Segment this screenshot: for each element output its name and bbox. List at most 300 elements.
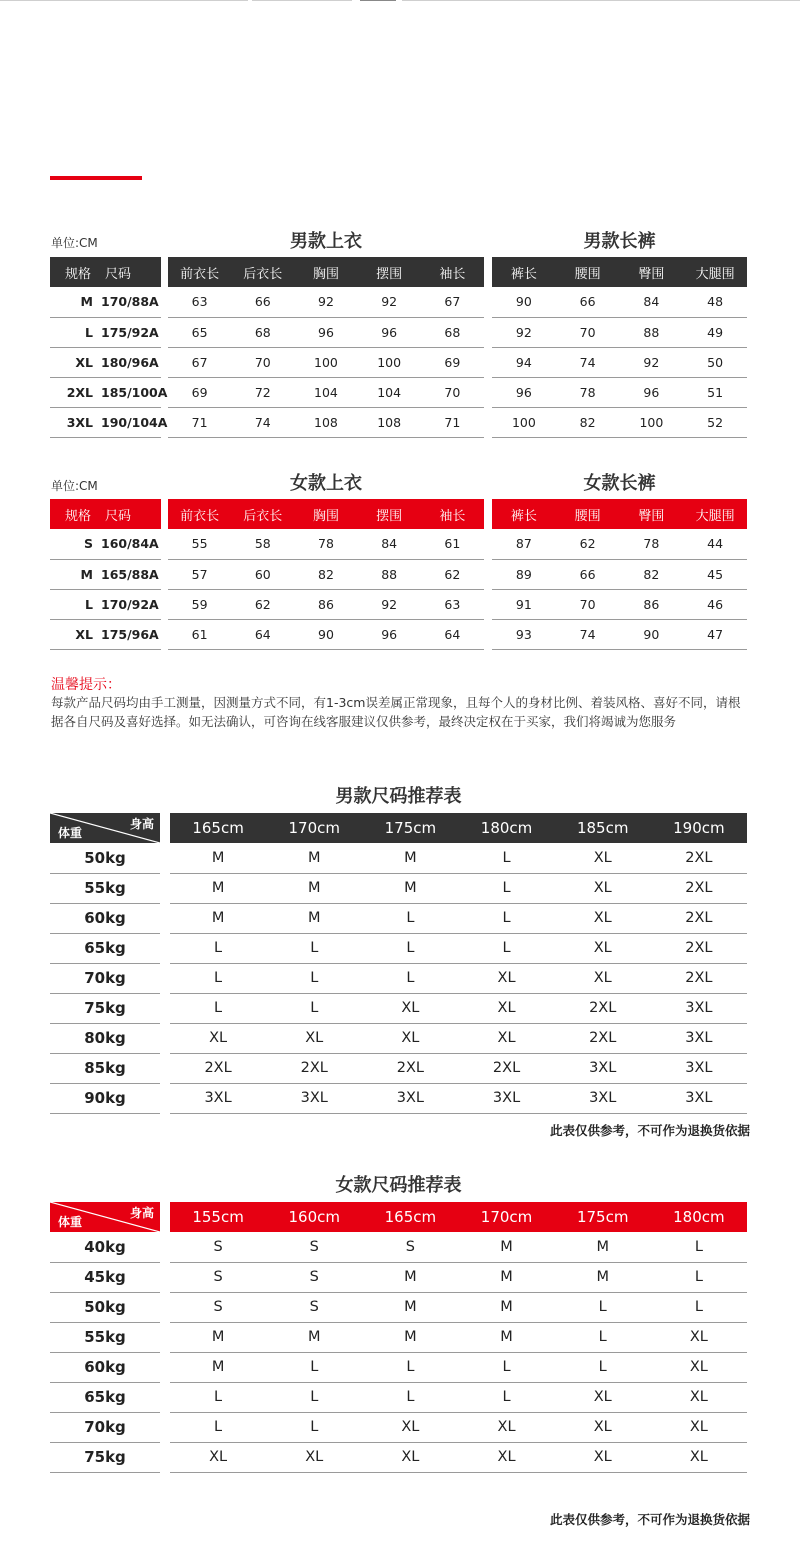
measure-cell: 55	[168, 529, 231, 559]
measure-cell: 100	[620, 407, 684, 437]
column-header: 大腿围	[683, 257, 747, 287]
size-recommendation-cell: XL	[362, 1412, 458, 1442]
spec-cell: M	[50, 287, 97, 317]
size-recommendation-cell: M	[170, 903, 266, 933]
size-recommendation-cell: 3XL	[170, 1083, 266, 1113]
measure-cell: 74	[556, 619, 620, 649]
size-recommendation-cell: L	[266, 963, 362, 993]
men-top-table	[168, 257, 484, 438]
table-row	[170, 903, 747, 933]
table-row	[170, 933, 747, 963]
column-header: 胸围	[294, 499, 357, 529]
size-cell: 170/88A	[97, 287, 161, 317]
size-recommendation-cell: L	[458, 933, 554, 963]
measure-cell: 70	[556, 589, 620, 619]
size-recommendation-cell: XL	[266, 1442, 362, 1472]
column-header: 腰围	[556, 257, 620, 287]
weight-cell: 65kg	[50, 933, 160, 963]
size-recommendation-cell: 3XL	[651, 1083, 747, 1113]
size-recommendation-cell: S	[170, 1232, 266, 1262]
size-recommendation-cell: L	[362, 933, 458, 963]
measure-cell: 64	[231, 619, 294, 649]
table-row	[170, 1442, 747, 1472]
table-row	[170, 1083, 747, 1113]
weight-cell: 75kg	[50, 1442, 160, 1472]
unit-label: 单位:CM	[51, 479, 98, 493]
measure-cell: 57	[168, 559, 231, 589]
women-rec-table	[170, 1202, 747, 1473]
size-recommendation-cell: L	[458, 1352, 554, 1382]
measure-cell: 92	[620, 347, 684, 377]
size-recommendation-cell: 2XL	[651, 903, 747, 933]
size-recommendation-cell: XL	[362, 1442, 458, 1472]
measure-cell: 96	[620, 377, 684, 407]
measure-cell: 58	[231, 529, 294, 559]
table-row	[50, 1322, 160, 1352]
weight-cell: 70kg	[50, 1412, 160, 1442]
size-recommendation-cell: XL	[458, 1412, 554, 1442]
size-recommendation-cell: M	[458, 1322, 554, 1352]
size-recommendation-cell: 3XL	[555, 1053, 651, 1083]
measure-cell: 82	[556, 407, 620, 437]
size-recommendation-cell: M	[362, 1262, 458, 1292]
measure-cell: 69	[168, 377, 231, 407]
table-row	[168, 619, 484, 649]
column-header: 胸围	[294, 257, 357, 287]
size-recommendation-cell: L	[555, 1292, 651, 1322]
measure-cell: 84	[358, 529, 421, 559]
size-recommendation-cell: 3XL	[362, 1083, 458, 1113]
size-recommendation-cell: M	[458, 1292, 554, 1322]
men-rec-note: 此表仅供参考，不可作为退换货依据	[549, 1123, 750, 1138]
measure-cell: 72	[231, 377, 294, 407]
unit-label: 单位:CM	[51, 236, 98, 250]
size-recommendation-cell: XL	[458, 1442, 554, 1472]
measure-cell: 100	[294, 347, 357, 377]
table-row	[50, 1412, 160, 1442]
height-header: 160cm	[266, 1202, 362, 1232]
size-recommendation-cell: 2XL	[555, 1023, 651, 1053]
measure-cell: 92	[358, 287, 421, 317]
column-header: 臀围	[620, 499, 684, 529]
measure-cell: 62	[231, 589, 294, 619]
table-row	[170, 1322, 747, 1352]
size-recommendation-cell: M	[266, 1322, 362, 1352]
size-recommendation-cell: M	[362, 1292, 458, 1322]
size-recommendation-cell: 2XL	[170, 1053, 266, 1083]
measure-cell: 108	[294, 407, 357, 437]
table-row	[168, 347, 484, 377]
size-recommendation-cell: 3XL	[266, 1083, 362, 1113]
table-row	[50, 559, 161, 589]
table-row	[170, 963, 747, 993]
measure-cell: 59	[168, 589, 231, 619]
table-row	[170, 993, 747, 1023]
size-recommendation-cell: L	[266, 1352, 362, 1382]
men-pants-title: 男款长裤	[583, 231, 656, 252]
measure-cell: 61	[421, 529, 484, 559]
table-row	[168, 529, 484, 559]
women-top-title: 女款上衣	[290, 473, 362, 494]
table-row	[168, 287, 484, 317]
size-recommendation-cell: L	[458, 1382, 554, 1412]
size-recommendation-cell: XL	[170, 1442, 266, 1472]
column-header: 裤长	[492, 257, 556, 287]
size-recommendation-cell: L	[170, 993, 266, 1023]
measure-cell: 82	[294, 559, 357, 589]
men-top-title: 男款上衣	[290, 231, 362, 252]
size-recommendation-cell: 3XL	[651, 993, 747, 1023]
size-recommendation-cell: L	[362, 1382, 458, 1412]
size-recommendation-cell: S	[170, 1292, 266, 1322]
corner-weight-label: 体重	[58, 1215, 83, 1229]
size-recommendation-cell: L	[458, 873, 554, 903]
men-spec-table	[50, 257, 168, 438]
weight-cell: 60kg	[50, 903, 160, 933]
measure-cell: 90	[492, 287, 556, 317]
size-recommendation-cell: 2XL	[651, 933, 747, 963]
table-row	[50, 377, 161, 407]
column-header: 袖长	[421, 257, 484, 287]
measure-cell: 66	[231, 287, 294, 317]
size-recommendation-cell: 3XL	[458, 1083, 554, 1113]
table-row	[50, 1083, 160, 1113]
table-row	[170, 1232, 747, 1262]
size-recommendation-cell: M	[362, 1322, 458, 1352]
measure-cell: 63	[168, 287, 231, 317]
table-row	[50, 1262, 160, 1292]
measure-cell: 92	[294, 287, 357, 317]
size-recommendation-cell: L	[555, 1322, 651, 1352]
size-recommendation-cell: 3XL	[651, 1053, 747, 1083]
size-recommendation-cell: L	[651, 1292, 747, 1322]
women-top-table	[168, 499, 484, 650]
size-recommendation-cell: XL	[651, 1322, 747, 1352]
table-row	[50, 933, 160, 963]
table-row	[170, 1352, 747, 1382]
size-recommendation-cell: 2XL	[555, 993, 651, 1023]
size-recommendation-cell: XL	[555, 1442, 651, 1472]
size-recommendation-cell: M	[170, 843, 266, 873]
tips-text: 每款产品尺码均由手工测量，因测量方式不同，有1-3cm误差属正常现象，且每个人的身材比例、着装风格、喜好不同，请根据各自尺码及喜好选择。如无法确认，可咨询在线客服建议仅供参考，最终决定权在于买家，我们将竭诚为您服务	[51, 695, 741, 729]
table-row	[492, 619, 747, 649]
size-recommendation-cell: 2XL	[651, 843, 747, 873]
measure-cell: 82	[620, 559, 684, 589]
column-header: 裤长	[492, 499, 556, 529]
measure-cell: 67	[168, 347, 231, 377]
measure-cell: 48	[683, 287, 747, 317]
size-recommendation-cell: L	[458, 843, 554, 873]
measure-cell: 70	[556, 317, 620, 347]
measure-cell: 91	[492, 589, 556, 619]
measure-cell: 93	[492, 619, 556, 649]
table-row	[50, 589, 161, 619]
spec-cell: 2XL	[50, 377, 97, 407]
measure-cell: 86	[294, 589, 357, 619]
size-recommendation-cell: L	[651, 1232, 747, 1262]
header-spec: 规格	[50, 499, 97, 529]
size-recommendation-cell: L	[458, 903, 554, 933]
height-header: 170cm	[458, 1202, 554, 1232]
table-row	[50, 873, 160, 903]
women-pants-table	[492, 499, 747, 650]
size-recommendation-cell: 2XL	[651, 963, 747, 993]
column-header: 前衣长	[168, 257, 231, 287]
size-recommendation-cell: XL	[458, 1023, 554, 1053]
table-row	[170, 1382, 747, 1412]
measure-cell: 66	[556, 287, 620, 317]
measure-cell: 96	[294, 317, 357, 347]
size-recommendation-cell: M	[266, 843, 362, 873]
table-row	[170, 1023, 747, 1053]
measure-cell: 90	[620, 619, 684, 649]
table-row	[492, 287, 747, 317]
table-row	[50, 1232, 160, 1262]
top-divider-lines	[0, 0, 800, 2]
measure-cell: 65	[168, 317, 231, 347]
measure-cell: 70	[231, 347, 294, 377]
table-row	[50, 347, 161, 377]
size-recommendation-cell: XL	[362, 1023, 458, 1053]
column-header: 前衣长	[168, 499, 231, 529]
men-rec-title: 男款尺码推荐表	[335, 786, 462, 807]
women-weight-column	[50, 1232, 160, 1473]
table-row	[50, 903, 160, 933]
size-recommendation-cell: S	[362, 1232, 458, 1262]
weight-cell: 55kg	[50, 873, 160, 903]
measure-cell: 68	[231, 317, 294, 347]
size-recommendation-cell: L	[266, 1382, 362, 1412]
size-recommendation-cell: XL	[555, 963, 651, 993]
weight-cell: 50kg	[50, 1292, 160, 1322]
size-recommendation-cell: L	[170, 963, 266, 993]
height-header: 190cm	[651, 813, 747, 843]
measure-cell: 67	[421, 287, 484, 317]
size-cell: 170/92A	[97, 589, 161, 619]
size-cell: 180/96A	[97, 347, 161, 377]
table-row	[492, 559, 747, 589]
spec-cell: XL	[50, 619, 97, 649]
table-row	[50, 1352, 160, 1382]
weight-cell: 75kg	[50, 993, 160, 1023]
size-recommendation-cell: XL	[458, 963, 554, 993]
measure-cell: 88	[358, 559, 421, 589]
spec-cell: XL	[50, 347, 97, 377]
measure-cell: 86	[620, 589, 684, 619]
measure-cell: 78	[556, 377, 620, 407]
size-recommendation-cell: XL	[651, 1352, 747, 1382]
size-recommendation-cell: 3XL	[651, 1023, 747, 1053]
measure-cell: 78	[294, 529, 357, 559]
size-recommendation-cell: M	[458, 1232, 554, 1262]
measure-cell: 104	[294, 377, 357, 407]
size-cell: 175/96A	[97, 619, 161, 649]
spec-cell: L	[50, 589, 97, 619]
table-row	[492, 377, 747, 407]
size-recommendation-cell: XL	[458, 993, 554, 1023]
size-cell: 160/84A	[97, 529, 161, 559]
measure-cell: 47	[683, 619, 747, 649]
column-header: 后衣长	[231, 257, 294, 287]
size-recommendation-cell: XL	[362, 993, 458, 1023]
table-row	[168, 377, 484, 407]
size-recommendation-cell: M	[555, 1232, 651, 1262]
measure-cell: 69	[421, 347, 484, 377]
weight-cell: 60kg	[50, 1352, 160, 1382]
table-row	[492, 407, 747, 437]
table-row	[50, 1382, 160, 1412]
measure-cell: 60	[231, 559, 294, 589]
size-recommendation-cell: L	[266, 933, 362, 963]
table-row	[50, 1053, 160, 1083]
table-row	[170, 843, 747, 873]
measure-cell: 104	[358, 377, 421, 407]
corner-height-label: 身高	[129, 817, 154, 831]
table-row	[168, 407, 484, 437]
size-recommendation-cell: S	[266, 1292, 362, 1322]
size-recommendation-cell: M	[555, 1262, 651, 1292]
weight-cell: 55kg	[50, 1322, 160, 1352]
women-rec-title: 女款尺码推荐表	[335, 1175, 462, 1196]
size-recommendation-cell: L	[170, 1382, 266, 1412]
height-header: 165cm	[170, 813, 266, 843]
table-row	[50, 1442, 160, 1472]
size-recommendation-cell: XL	[555, 903, 651, 933]
size-recommendation-cell: M	[266, 903, 362, 933]
size-cell: 185/100A	[97, 377, 161, 407]
size-recommendation-cell: XL	[555, 873, 651, 903]
table-row	[50, 993, 160, 1023]
men-rec-table	[170, 813, 747, 1114]
tips-title: 温馨提示：	[51, 677, 121, 693]
men-pants-table	[492, 257, 747, 438]
measure-cell: 96	[358, 619, 421, 649]
size-recommendation-cell: M	[170, 1352, 266, 1382]
measure-cell: 94	[492, 347, 556, 377]
table-row	[170, 873, 747, 903]
measure-cell: 71	[168, 407, 231, 437]
size-recommendation-cell: 2XL	[266, 1053, 362, 1083]
size-recommendation-cell: XL	[555, 1412, 651, 1442]
height-header: 175cm	[362, 813, 458, 843]
table-row	[168, 317, 484, 347]
table-row	[492, 317, 747, 347]
size-recommendation-cell: L	[266, 993, 362, 1023]
weight-cell: 80kg	[50, 1023, 160, 1053]
weight-cell: 85kg	[50, 1053, 160, 1083]
size-recommendation-cell: L	[266, 1412, 362, 1442]
table-row	[170, 1053, 747, 1083]
table-row	[50, 287, 161, 317]
size-recommendation-cell: S	[170, 1262, 266, 1292]
measure-cell: 74	[231, 407, 294, 437]
spec-cell: S	[50, 529, 97, 559]
table-row	[168, 589, 484, 619]
size-recommendation-cell: 2XL	[458, 1053, 554, 1083]
size-recommendation-cell: XL	[555, 843, 651, 873]
size-recommendation-cell: XL	[266, 1023, 362, 1053]
size-recommendation-cell: S	[266, 1262, 362, 1292]
size-recommendation-cell: XL	[555, 1382, 651, 1412]
table-row	[50, 843, 160, 873]
measure-cell: 96	[358, 317, 421, 347]
height-header: 185cm	[555, 813, 651, 843]
corner-height-label: 身高	[129, 1206, 154, 1220]
measure-cell: 51	[683, 377, 747, 407]
header-size: 尺码	[97, 257, 161, 287]
table-row	[492, 347, 747, 377]
measure-cell: 74	[556, 347, 620, 377]
measure-cell: 96	[492, 377, 556, 407]
table-row	[50, 963, 160, 993]
weight-cell: 90kg	[50, 1083, 160, 1113]
size-recommendation-cell: M	[170, 1322, 266, 1352]
measure-cell: 62	[421, 559, 484, 589]
size-recommendation-cell: L	[362, 903, 458, 933]
header-size: 尺码	[97, 499, 161, 529]
table-row	[492, 589, 747, 619]
size-recommendation-cell: 2XL	[651, 873, 747, 903]
measure-cell: 66	[556, 559, 620, 589]
size-recommendation-cell: XL	[651, 1382, 747, 1412]
measure-cell: 92	[492, 317, 556, 347]
measure-cell: 90	[294, 619, 357, 649]
table-row	[50, 407, 161, 437]
measure-cell: 68	[421, 317, 484, 347]
size-recommendation-cell: 3XL	[555, 1083, 651, 1113]
size-recommendation-cell: L	[362, 963, 458, 993]
measure-cell: 63	[421, 589, 484, 619]
height-header: 155cm	[170, 1202, 266, 1232]
measure-cell: 44	[683, 529, 747, 559]
size-recommendation-cell: S	[266, 1232, 362, 1262]
table-row	[50, 1292, 160, 1322]
men-weight-column	[50, 843, 160, 1114]
measure-cell: 45	[683, 559, 747, 589]
height-header: 180cm	[651, 1202, 747, 1232]
size-cell: 165/88A	[97, 559, 161, 589]
table-row	[50, 529, 161, 559]
measure-cell: 61	[168, 619, 231, 649]
women-rec-corner	[50, 1202, 160, 1232]
size-recommendation-cell: M	[458, 1262, 554, 1292]
accent-bar	[50, 176, 142, 180]
measure-cell: 108	[358, 407, 421, 437]
size-recommendation-cell: 2XL	[362, 1053, 458, 1083]
size-recommendation-cell: L	[555, 1352, 651, 1382]
height-header: 180cm	[458, 813, 554, 843]
table-row	[50, 619, 161, 649]
size-recommendation-cell: L	[651, 1262, 747, 1292]
spec-cell: M	[50, 559, 97, 589]
table-row	[170, 1292, 747, 1322]
measure-cell: 64	[421, 619, 484, 649]
weight-cell: 45kg	[50, 1262, 160, 1292]
weight-cell: 50kg	[50, 843, 160, 873]
header-spec: 规格	[50, 257, 97, 287]
measure-cell: 50	[683, 347, 747, 377]
measure-cell: 71	[421, 407, 484, 437]
size-recommendation-cell: L	[170, 933, 266, 963]
size-recommendation-cell: L	[362, 1352, 458, 1382]
table-row	[170, 1412, 747, 1442]
height-header: 165cm	[362, 1202, 458, 1232]
measure-cell: 92	[358, 589, 421, 619]
column-header: 臀围	[620, 257, 684, 287]
weight-cell: 40kg	[50, 1232, 160, 1262]
column-header: 大腿围	[683, 499, 747, 529]
size-recommendation-cell: XL	[651, 1442, 747, 1472]
